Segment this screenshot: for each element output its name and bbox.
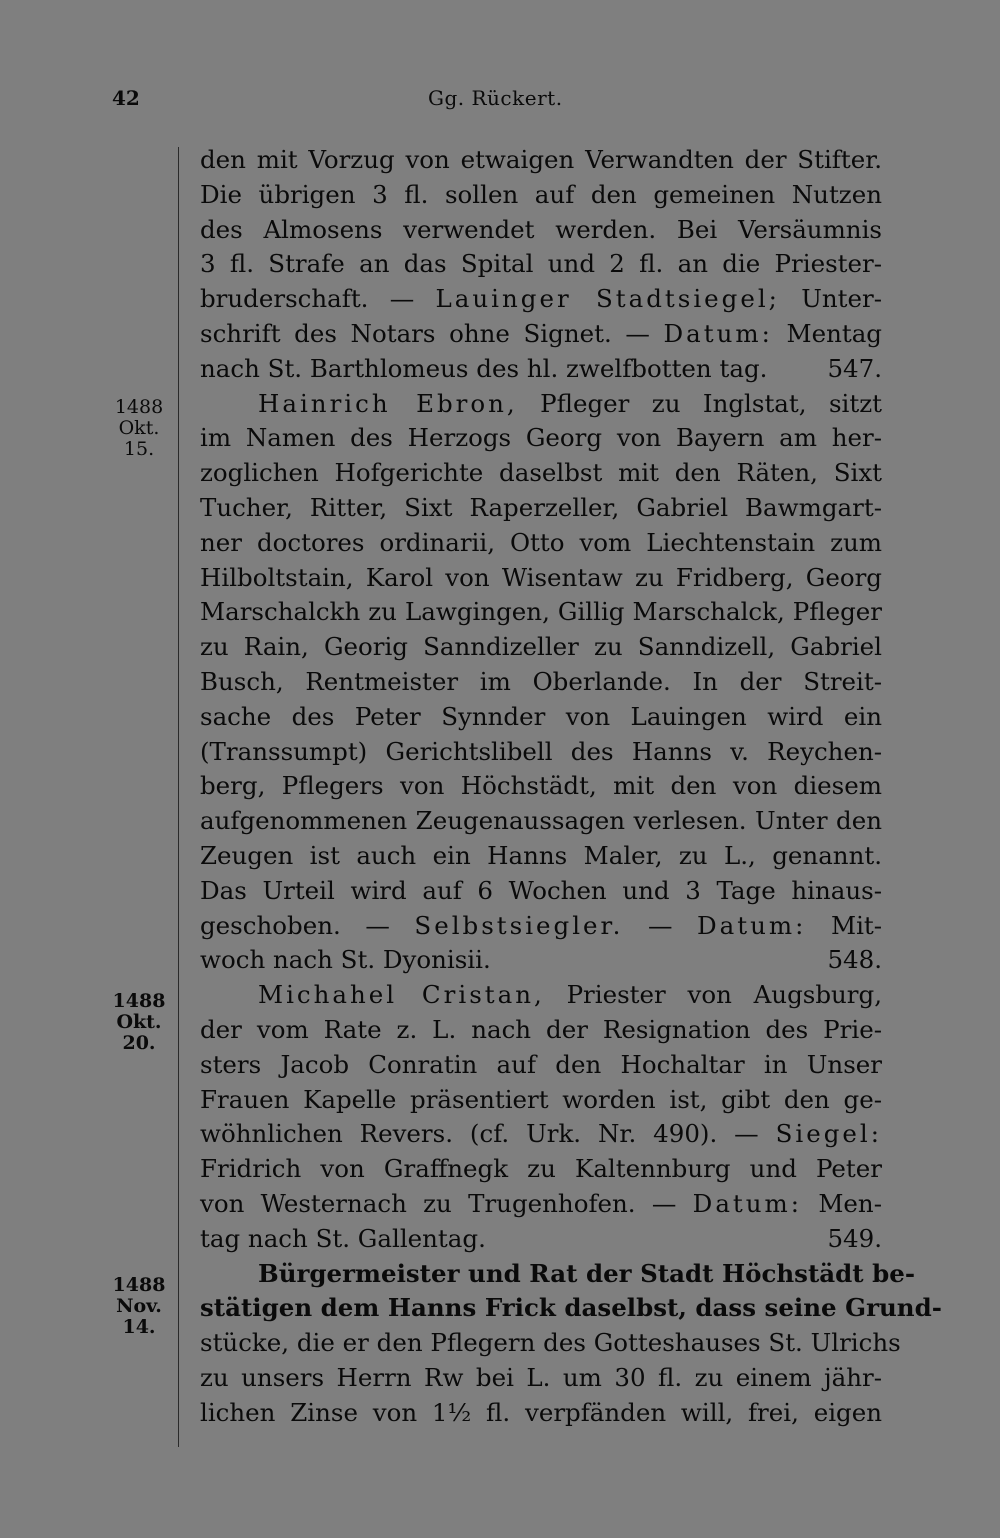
text-line: im Namen des Herzogs Georg von Bayern am her- [200, 423, 882, 453]
text-line: sache des Peter Synnder von Lauingen wird ein [200, 701, 882, 731]
margin-date-2 [110, 991, 168, 1054]
page-number: 42 [112, 86, 140, 110]
text-line [200, 1187, 882, 1222]
text-line: Die übrigen 3 fl. sollen auf den gemeinen Nutzen [200, 179, 882, 209]
text-fragment: Priester von Augsburg, [566, 980, 882, 1010]
spaced-text: Lauinger Stadtsiegel; [435, 284, 780, 314]
margin-rule [178, 147, 179, 1447]
text-line: zu Rain, Georig Sanndizeller zu Sanndizell, Gabriel [200, 632, 882, 662]
text-line: Hilboltstain, Karol von Wisentaw zu Fridberg, Georg [200, 562, 882, 592]
text-line [200, 978, 882, 1013]
text-line: lichen Zinse von 1½ fl. verpfänden will, frei, eigen [200, 1397, 882, 1427]
text-line: Tucher, Ritter, Sixt Raperzeller, Gabriel Bawmgart- [200, 492, 882, 522]
text-line: den mit Vorzug von etwaigen Verwandten der Stifter. [200, 145, 882, 174]
text-fragment: Pfleger zu Inglstat, sitzt [540, 388, 882, 418]
text-line [200, 1222, 882, 1257]
margin-date-1 [110, 397, 168, 460]
text-line: berg, Pflegers von Höchstädt, mit den von diesem [200, 771, 882, 801]
text-line: stätigen dem Hanns Frick daselbst, dass seine Grund- [200, 1293, 942, 1323]
text-line: des Almosens verwendet werden. Bei Versäumnis [200, 214, 882, 244]
text-line: Busch, Rentmeister im Oberlande. In der Streit- [200, 666, 882, 696]
margin-date-year: 1488 [112, 990, 166, 1012]
text-line [200, 282, 882, 317]
spaced-text: Siegel: [775, 1119, 882, 1149]
margin-date-month: Nov. [116, 1295, 162, 1317]
running-head [112, 86, 892, 116]
text-line: Zeugen ist auch ein Hanns Maler, zu L., genannt. [200, 840, 882, 870]
running-title: Gg. Rückert. [428, 86, 563, 110]
text-line [200, 317, 882, 352]
text-line [200, 909, 882, 944]
text-line: ner doctores ordinarii, Otto vom Liechtenstain zum [200, 527, 882, 557]
margin-date-month: Okt. [118, 417, 160, 439]
text-fragment: tag nach St. Gallentag. [200, 1223, 486, 1253]
text-line [200, 352, 882, 387]
text-line: Frauen Kapelle präsentiert worden ist, gibt den ge- [200, 1084, 882, 1114]
text-line: zoglichen Hofgerichte daselbst mit den Räten, Sixt [200, 458, 882, 488]
text-fragment: woch nach St. Dyonisii. [200, 945, 491, 975]
margin-date-day: 15. [123, 438, 155, 460]
text-fragment: bruderschaft. — [200, 284, 415, 314]
text-line: 3 fl. Strafe an das Spital und 2 fl. an die Priester- [200, 249, 882, 279]
margin-date-day: 20. [122, 1032, 156, 1054]
text-fragment: wöhnlichen Revers. (cf. Urk. Nr. 490). — [200, 1119, 759, 1149]
text-line [200, 943, 882, 978]
person-name: Michahel Cristan, [258, 980, 545, 1010]
spaced-text: Datum: [692, 1188, 803, 1218]
text-fragment: Unter- [801, 284, 882, 314]
entry-number: 549. [827, 1223, 882, 1253]
text-line: sters Jacob Conratin auf den Hochaltar in Unser [200, 1049, 882, 1079]
spaced-text: Datum: [663, 318, 773, 348]
text-line: Fridrich von Graffnegk zu Kaltennburg und Peter [200, 1154, 882, 1184]
entry-number: 547. [827, 353, 882, 383]
text-fragment: Mit- [830, 910, 883, 940]
text-fragment: Men- [818, 1188, 882, 1218]
text-fragment: Mentag [786, 318, 882, 348]
text-fragment: nach St. Barthlomeus des hl. zwelfbotten tag. [200, 353, 768, 383]
text-fragment: — [647, 910, 673, 940]
text-line: aufgenommenen Zeugenaussagen verlesen. Unter den [200, 806, 882, 836]
text-line [200, 387, 882, 422]
spaced-text: Selbstsiegler. [414, 910, 624, 940]
body-text [200, 143, 942, 1430]
margin-date-day: 14. [122, 1316, 156, 1338]
spaced-text: Datum: [697, 910, 807, 940]
text-line [200, 1117, 882, 1152]
margin-date-year: 1488 [114, 396, 164, 418]
margin-date-3 [110, 1275, 168, 1338]
text-line: der vom Rate z. L. nach der Resignation des Prie- [200, 1014, 882, 1044]
text-line: stücke, die er den Pflegern des Gotteshauses St. Ulrichs [200, 1328, 901, 1358]
text-line: Bürgermeister und Rat der Stadt Höchstädt be- [258, 1258, 916, 1288]
entry-number: 548. [827, 945, 882, 975]
text-fragment: geschoben. — [200, 910, 390, 940]
text-line: Marschalckh zu Lawgingen, Gillig Marschalck, Pfleger [200, 597, 882, 627]
margin-date-month: Okt. [116, 1011, 162, 1033]
text-line: Das Urteil wird auf 6 Wochen und 3 Tage hinaus- [200, 875, 882, 905]
text-line: (Transsumpt) Gerichtslibell des Hanns v. Reychen- [200, 736, 882, 766]
text-line: zu unsers Herrn Rw bei L. um 30 fl. zu einem jähr- [200, 1362, 882, 1392]
margin-date-year: 1488 [112, 1274, 166, 1296]
text-fragment: von Westernach zu Trugenhofen. — [200, 1188, 677, 1218]
text-fragment: schrift des Notars ohne Signet. — [200, 318, 650, 348]
person-name: Hainrich Ebron, [258, 388, 518, 418]
